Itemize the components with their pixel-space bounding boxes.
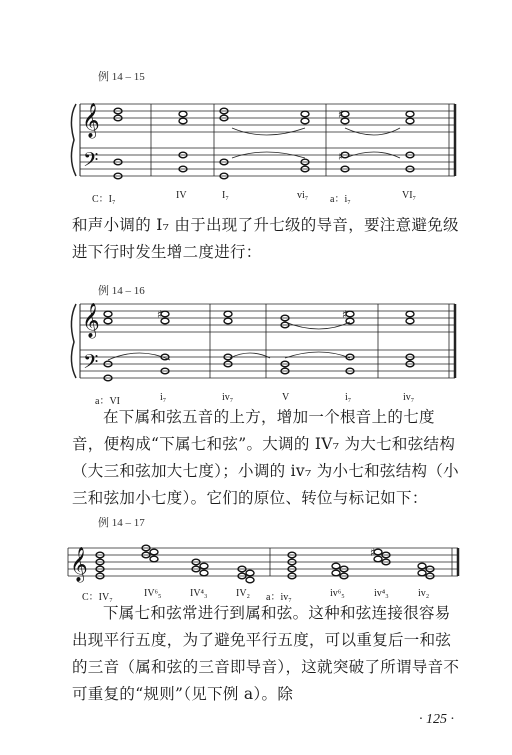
chord-symbol: a：iv₇ [266,592,292,603]
chord-symbol: i₇ [345,392,352,403]
chord-symbol: C：IV₇ [82,592,113,603]
svg-text:♯: ♯ [338,108,344,121]
svg-text:♯: ♯ [342,308,348,321]
bass-clef-icon: 𝄢 [83,350,99,378]
chord-symbol: IV⁴₃ [190,588,208,599]
chord-symbol: C：I₇ [92,194,116,205]
svg-text:♯: ♯ [338,150,344,163]
example-label-14-17: 例 14 – 17 [98,517,145,529]
chord-symbol: IV [176,190,187,201]
bass-clef-icon: 𝄢 [83,148,99,176]
chord-symbol: iv⁶₅ [330,588,345,599]
chord-symbol: a：VI [95,396,120,407]
paragraph-subdominant-seventh: 在下属和弦五音的上方，增加一个根音上的七度音，便构成“下属七和弦”。大调的 IV₇ 为大七和弦结构（大三和弦加大七度）；小调的 iv₇ 为小七和弦结构（小三和弦加小七度）。它们的原位、转位与标记如下： [72,408,459,507]
svg-text:♯: ♯ [370,546,376,559]
chord-symbol: vi₇ [297,190,309,201]
chord-symbol: V [282,392,290,403]
staff-example-14-17 [68,548,458,576]
example-label-14-16: 例 14 – 16 [98,285,145,297]
chord-symbol: a：i₇ [330,194,351,205]
chord-symbol: iv⁴₃ [374,588,389,599]
paragraph-parallel-fifths: 下属七和弦常进行到属和弦。这种和弦连接很容易出现平行五度，为了避免平行五度，可以重复后一和弦的三音（属和弦的三音即导音），这就突破了所谓导音不可重复的“规则”（见下例 a）。除 [72,604,460,703]
bass-staff [80,350,455,378]
svg-text:♯: ♯ [157,308,163,321]
chord-symbol: IV₂ [236,588,251,599]
chord-symbol: iv₇ [403,392,415,403]
chord-symbol: i₇ [160,392,167,403]
treble-staff [80,304,455,332]
grand-staff-example-14-16 [71,304,455,378]
chord-symbol: iv₇ [222,392,234,403]
chord-symbol: iv₂ [418,588,430,599]
treble-clef-icon: 𝄞 [70,547,88,582]
example-label-14-15: 例 14 – 15 [98,71,145,83]
treble-clef-icon: 𝄞 [82,103,100,138]
page-number: · 125 · [419,712,454,727]
treble-clef-icon: 𝄞 [82,303,100,338]
paragraph-harmonic-minor: 和声小调的 I₇ 由于出现了升七级的导音，要注意避免级进下行时发生增二度进行： [72,216,459,261]
treble-staff [80,104,455,132]
chord-symbol: I₇ [222,190,229,201]
grand-staff-example-14-15 [71,104,455,176]
chord-symbol: IV⁶₅ [144,588,162,599]
chord-symbol: VI₇ [402,190,417,201]
